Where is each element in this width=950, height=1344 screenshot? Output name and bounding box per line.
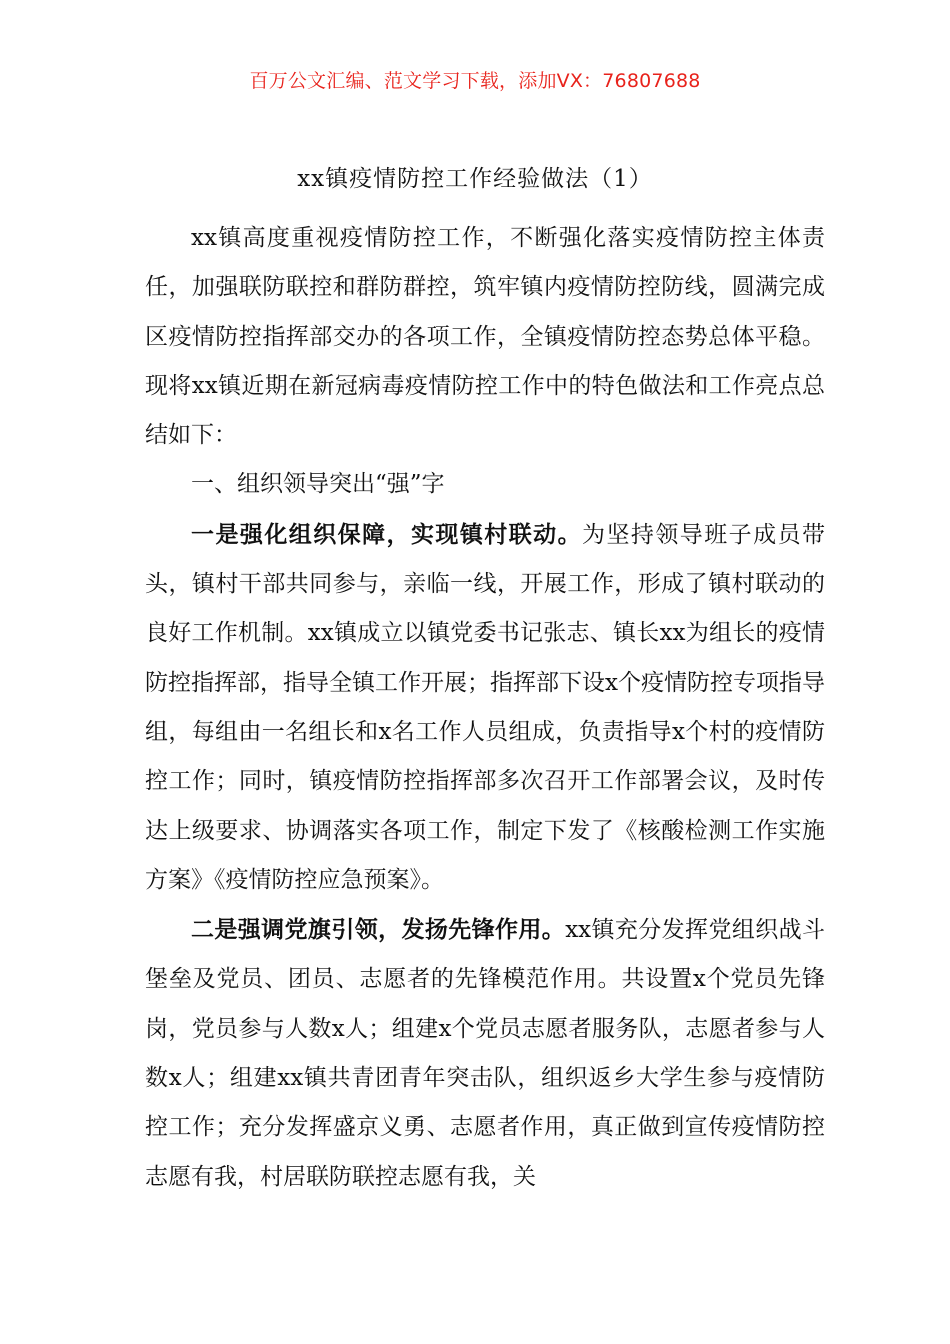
document-body [145, 214, 825, 1202]
point-text-2: xx镇充分发挥党组织战斗堡垒及党员、团员、志愿者的先锋模范作用。共设置x个党员先锋岗，党员参与人数x人；组建x个党员志愿者服务队，志愿者参与人数x人；组建xx镇共青团青年突击队，组织返乡大学生参与疫情防控工作；充分发挥盛京义勇、志愿者作用，真正做到宣传疫情防控志愿有我，村居联防联控志愿有我，关 [145, 917, 825, 1190]
section-heading-1: 一、组织领导突出“强”字 [191, 471, 445, 498]
point-paragraph-1 [145, 510, 825, 905]
header-banner: 百万公文汇编、范文学习下载，添加VX：76807688 [249, 70, 701, 92]
point-lead-1: 一是强化组织保障，实现镇村联动。 [191, 520, 583, 548]
intro-paragraph: xx镇高度重视疫情防控工作，不断强化落实疫情防控主体责任，加强联防联控和群防群控，筑牢镇内疫情防控防线，圆满完成区疫情防控指挥部交办的各项工作，全镇疫情防控态势总体平稳。现将xx镇近期在新冠病毒疫情防控工作中的特色做法和工作亮点总结如下： [145, 225, 825, 449]
point-lead-2: 二是强调党旗引领，发扬先锋作用。 [191, 916, 566, 944]
point-text-1: 为坚持领导班子成员带头，镇村干部共同参与，亲临一线，开展工作，形成了镇村联动的良好工作机制。xx镇成立以镇党委书记张志、镇长xx为组长的疫情防控指挥部，指导全镇工作开展；指挥部下设x个疫情防控专项指导组，每组由一名组长和x名工作人员组成，负责指导x个村的疫情防控工作；同时，镇疫情防控指挥部多次召开工作部署会议，及时传达上级要求、协调落实各项工作，制定下发了《核酸检测工作实施方案》《疫情防控应急预案》。 [145, 521, 826, 893]
point-paragraph-2 [145, 905, 825, 1202]
document-title: xx镇疫情防控工作经验做法（1） [297, 166, 653, 192]
